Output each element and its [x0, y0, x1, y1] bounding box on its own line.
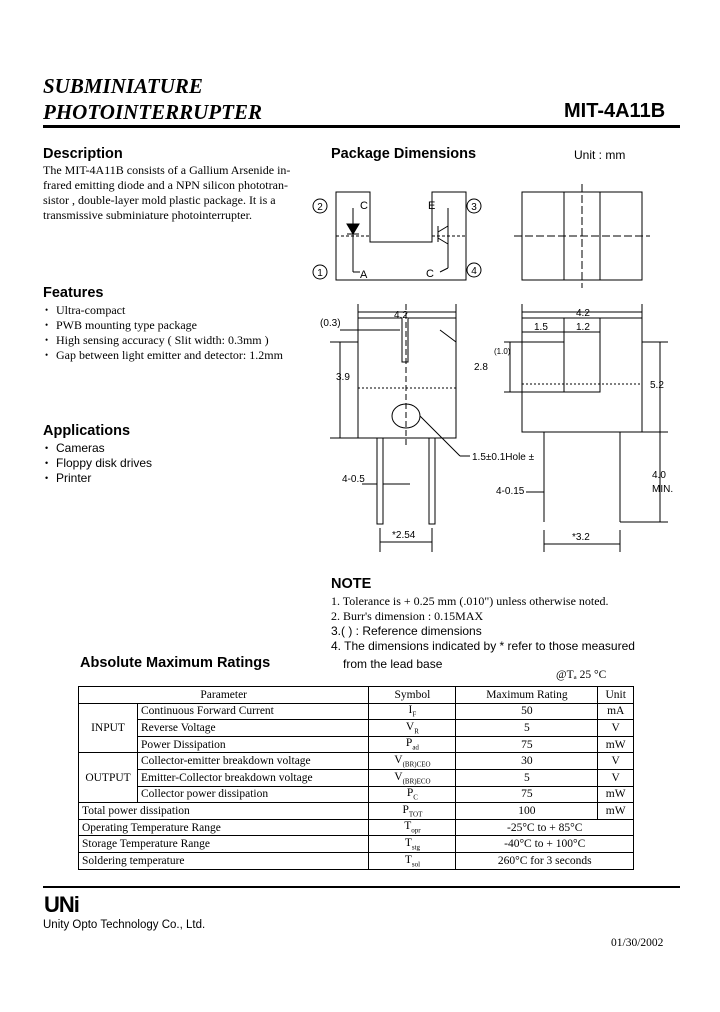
param-cell: Reverse Voltage: [138, 720, 369, 737]
ratings-table: [78, 686, 634, 870]
unit-label: Unit : mm: [574, 148, 626, 162]
note-item: 2. Burr's dimension : 0.15MAX: [331, 609, 484, 623]
param-cell: Storage Temperature Range: [79, 836, 369, 853]
param-cell: Operating Temperature Range: [79, 819, 369, 836]
symbol: P: [406, 787, 414, 800]
symbol-cell: [369, 852, 456, 869]
symbol: T: [404, 836, 412, 849]
applications-list: [43, 441, 243, 486]
symbol-sub: opr: [411, 826, 421, 835]
group-cell: INPUT: [79, 703, 138, 753]
description-line: transmissive subminiature photointerrupter.: [43, 208, 252, 222]
table-header-row: [79, 687, 634, 704]
dim-label: *2.54: [392, 530, 416, 541]
symbol-cell: [369, 803, 456, 820]
dim-label: 1.5±0.1Hole ±: [472, 452, 535, 463]
table-header: Maximum Rating: [456, 687, 598, 704]
note-item: 4. The dimensions indicated by * refer to those measured: [331, 639, 635, 653]
symbol-sub: (BR)ECO: [402, 776, 431, 785]
symbol-cell: [369, 703, 456, 720]
symbol: P: [402, 803, 409, 816]
note-item: 1. Tolerance is + 0.25 mm (.010") unless otherwise noted.: [331, 594, 609, 608]
symbol-cell: [369, 786, 456, 803]
unit-cell: mA: [598, 703, 634, 720]
list-item: • Floppy disk drives: [43, 456, 243, 471]
table-row: [79, 852, 634, 869]
list-item: • High sensing accuracy ( Slit width: 0.3mm ): [43, 333, 323, 348]
value-cell: 75: [456, 736, 598, 753]
pin-number: 2: [317, 202, 323, 213]
title-line-2: PHOTOINTERRUPTER: [43, 100, 262, 124]
pin-number: 4: [471, 266, 477, 277]
features-list: [43, 303, 323, 363]
dim-label: *3.2: [572, 532, 590, 543]
list-item: • Gap between light emitter and detector: 1.2mm: [43, 348, 323, 363]
value-cell: -40°C to + 100°C: [456, 836, 634, 853]
symbol-sub: R: [414, 727, 419, 736]
description-line: sistor , double-layer mold plastic package. It is a: [43, 193, 276, 207]
pin-label: A: [360, 269, 368, 281]
footer-rule: [43, 886, 680, 888]
features-heading: Features: [43, 285, 104, 301]
symbol-sub: TOT: [408, 810, 423, 819]
param-cell: Continuous Forward Current: [138, 703, 369, 720]
title-line-1: SUBMINIATURE: [43, 74, 203, 98]
part-number: MIT-4A11B: [564, 100, 666, 122]
symbol-sub: sol: [411, 859, 421, 868]
symbol: I: [408, 704, 413, 717]
param-cell: Emitter-Collector breakdown voltage: [138, 769, 369, 786]
value-cell: 5: [456, 769, 598, 786]
note-item: 3.( ) : Reference dimensions: [331, 624, 482, 638]
description-text: [43, 163, 318, 223]
value-cell: 75: [456, 786, 598, 803]
front-view: [330, 304, 470, 552]
ratings-condition: @Tₐ 25 °C: [556, 669, 607, 681]
dim-label: (0.3): [320, 318, 341, 329]
dim-label: 4-0.15: [496, 486, 525, 497]
param-cell: Total power dissipation: [79, 803, 369, 820]
table-header: Unit: [598, 687, 634, 704]
dim-label: 4-0.5: [342, 474, 365, 485]
list-item: • Ultra-compact: [43, 303, 323, 318]
side-view: [504, 304, 668, 552]
table-row: [79, 769, 634, 786]
unit-cell: mW: [598, 803, 634, 820]
symbol: T: [404, 820, 412, 833]
table-header: Symbol: [369, 687, 456, 704]
list-item: • Cameras: [43, 441, 243, 456]
symbol-sub: F: [412, 710, 417, 719]
unit-cell: V: [598, 769, 634, 786]
applications-heading: Applications: [43, 423, 131, 439]
table-row: [79, 703, 634, 720]
description-heading: Description: [43, 146, 123, 162]
value-cell: -25°C to + 85°C: [456, 819, 634, 836]
dim-label: 2.8: [474, 362, 488, 373]
param-cell: Soldering temperature: [79, 852, 369, 869]
dim-label: 5.2: [650, 380, 664, 391]
unit-cell: mW: [598, 736, 634, 753]
symbol-cell: [369, 720, 456, 737]
symbol: V: [394, 770, 403, 783]
symbol: T: [404, 853, 412, 866]
symbol-cell: [369, 769, 456, 786]
dim-label: (1.0): [494, 347, 511, 356]
symbol-sub: ad: [412, 743, 419, 752]
pin-number: 1: [317, 268, 323, 279]
param-cell: Power Dissipation: [138, 736, 369, 753]
symbol: V: [405, 720, 415, 733]
table-row: [79, 720, 634, 737]
value-cell: 5: [456, 720, 598, 737]
symbol-sub: C: [413, 793, 418, 802]
symbol-cell: [369, 836, 456, 853]
description-line: The MIT-4A11B consists of a Gallium Arsenide in-: [43, 163, 291, 177]
symbol-cell: [369, 819, 456, 836]
table-row: [79, 803, 634, 820]
table-row: [79, 836, 634, 853]
top-view: [336, 192, 466, 280]
symbol-cell: [369, 736, 456, 753]
unit-cell: V: [598, 753, 634, 770]
symbol-sub: stg: [411, 843, 421, 852]
group-cell: OUTPUT: [79, 753, 138, 803]
value-cell: 260°C for 3 seconds: [456, 852, 634, 869]
value-cell: 50: [456, 703, 598, 720]
pin-label: C: [426, 268, 434, 280]
top-right-view: [514, 184, 650, 288]
symbol: V: [394, 754, 403, 767]
param-cell: Collector-emitter breakdown voltage: [138, 753, 369, 770]
symbol-cell: [369, 753, 456, 770]
note-heading: NOTE: [331, 576, 372, 592]
table-row: [79, 753, 634, 770]
description-line: frared emitting diode and a NPN silicon phototran-: [43, 178, 288, 192]
package-heading: Package Dimensions: [331, 146, 477, 162]
dim-label: 4.2: [576, 308, 590, 319]
dim-label: 1.2: [576, 322, 590, 333]
unit-cell: V: [598, 720, 634, 737]
header-rule: [43, 125, 680, 128]
value-cell: 30: [456, 753, 598, 770]
pin-number: 3: [471, 202, 477, 213]
dim-label: 3.9: [336, 372, 350, 383]
symbol: P: [405, 737, 413, 750]
document-date: 01/30/2002: [611, 937, 664, 949]
dim-label: 4.0: [652, 470, 666, 481]
list-item: • Printer: [43, 471, 243, 486]
table-row: [79, 786, 634, 803]
pin-label: E: [428, 200, 436, 212]
list-item: • PWB mounting type package: [43, 318, 323, 333]
company-name: Unity Opto Technology Co., Ltd.: [43, 919, 206, 931]
company-logo: UNi: [44, 892, 79, 917]
value-cell: 100: [456, 803, 598, 820]
param-cell: Collector power dissipation: [138, 786, 369, 803]
pin-label: C: [360, 200, 368, 212]
dim-label: 4.2: [394, 310, 408, 321]
note-list: [331, 594, 711, 672]
package-drawing: [300, 180, 710, 560]
symbol-sub: (BR)CEO: [402, 760, 431, 769]
unit-cell: mW: [598, 786, 634, 803]
table-row: [79, 736, 634, 753]
note-item-continuation: from the lead base: [343, 657, 443, 671]
table-header: Parameter: [79, 687, 369, 704]
dim-label: MIN.: [652, 484, 674, 495]
ratings-heading: Absolute Maximum Ratings: [80, 655, 271, 671]
dim-label: 1.5: [534, 322, 548, 333]
table-row: [79, 819, 634, 836]
